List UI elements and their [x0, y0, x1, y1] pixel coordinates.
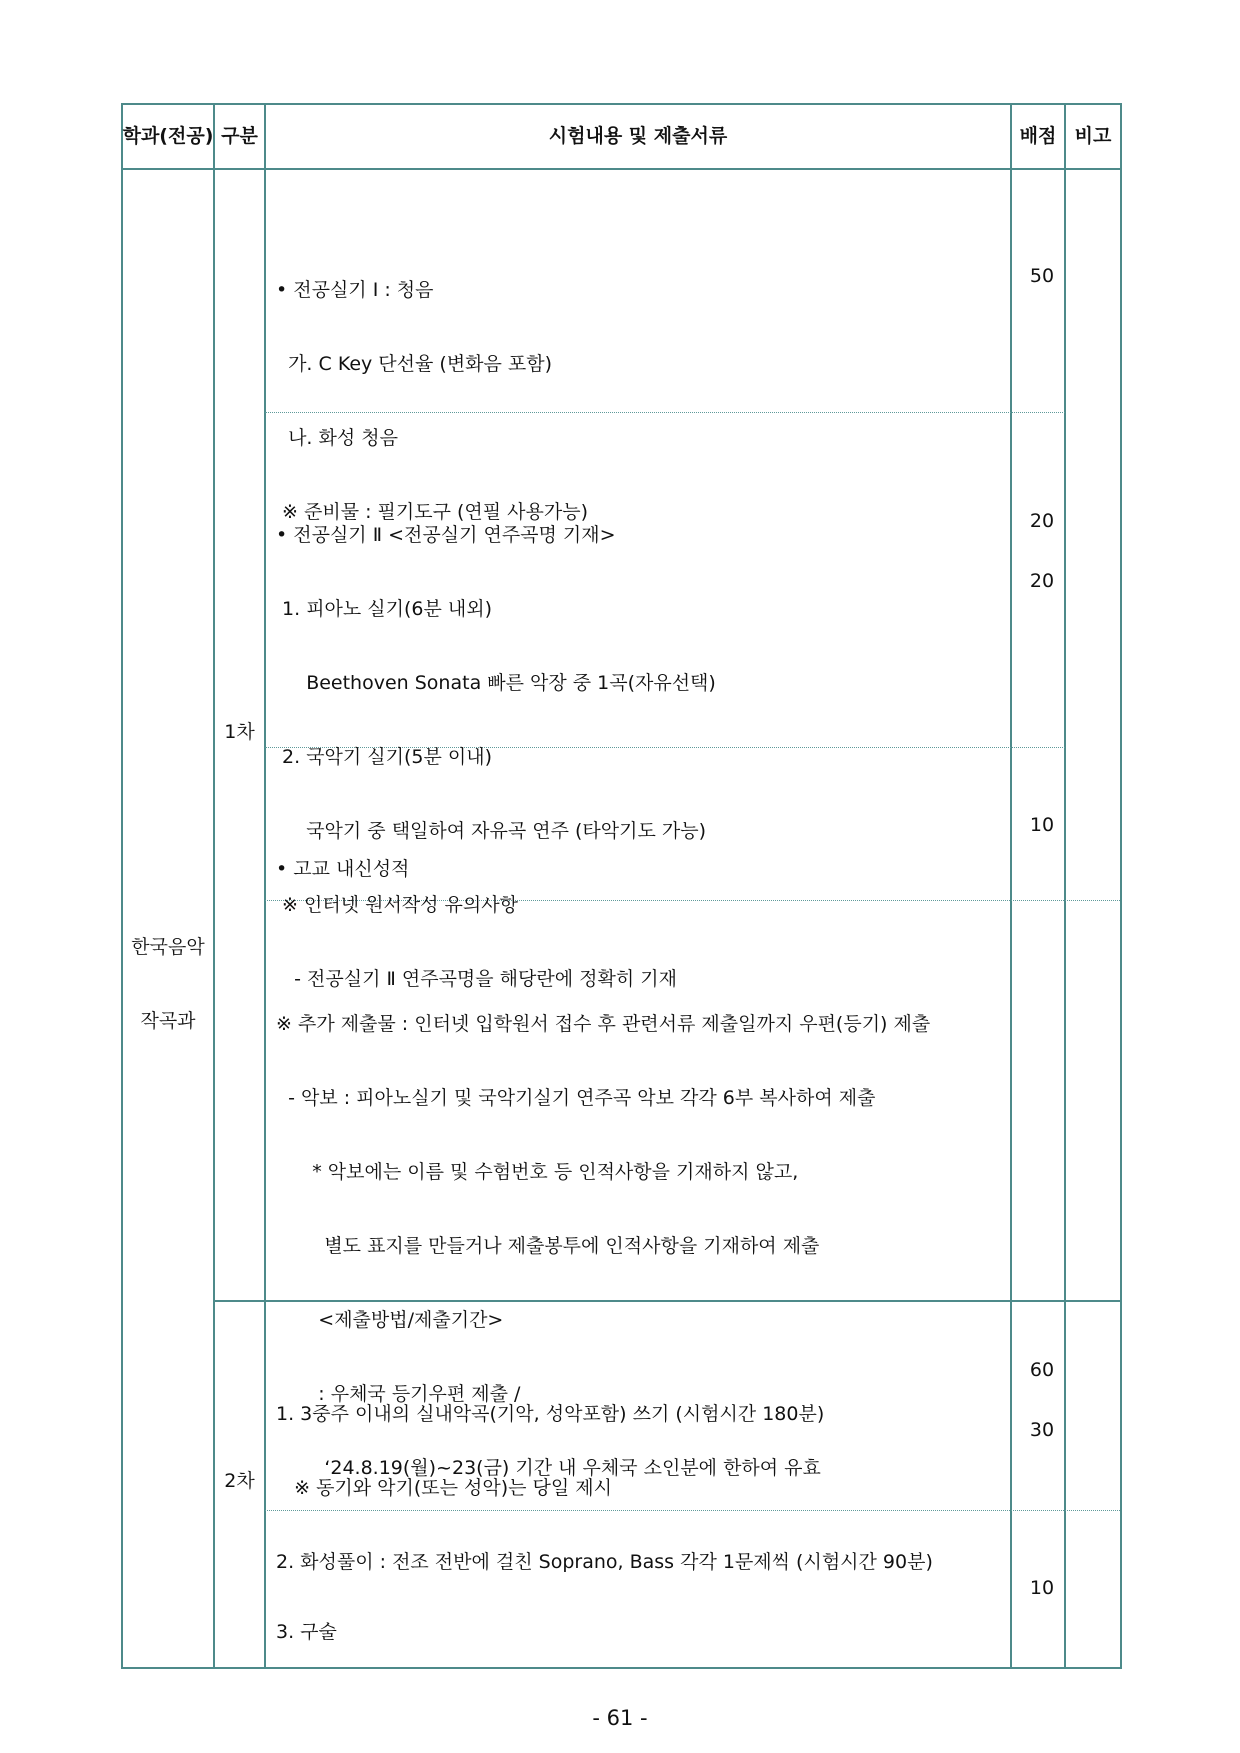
round-first: 1차: [224, 721, 255, 743]
practical1-score: 50: [1029, 265, 1055, 287]
practical1-content: • 전공실기 Ⅰ : 청음 가. C Key 단선율 (변화음 포함) 나. 화성 청음 ※ 준비물 : 필기도구 (연필 사용가능): [276, 279, 588, 523]
division-content-border: [264, 103, 266, 1669]
table-bottom-border: [121, 1667, 1122, 1669]
header-division: 구분: [221, 125, 258, 147]
practical2-content: • 전공실기 Ⅱ <전공실기 연주곡명 기재> 1. 피아노 실기(6분 내외) Beethoven Sonata 빠른 악장 중 1곡(자유선택) 2. 국악기 실기(5분 이내) 국악기 중 택일하여 자유곡 연주 (타악기도 가능) ※ 인터넷 원서작성 유의사항 - 전공실기 Ⅱ 연주곡명을 해당란에 정확히 기재: [276, 524, 716, 990]
composition-content: 1. 3중주 이내의 실내악곡(기악, 성악포함) 쓰기 (시험시간 180분) ※ 동기와 악기(또는 성악)는 당일 제시 2. 화성풀이 : 전조 전반에 걸친 Soprano, Bass 각각 1문제씩 (시험시간 90분): [276, 1403, 933, 1573]
department-name: 한국음악 작곡과: [131, 936, 205, 1032]
table-right-border: [1120, 103, 1122, 1669]
header-dept: 학과(전공): [122, 125, 214, 147]
header-bottom-border: [121, 168, 1122, 170]
composition-chamber-score: 60: [1029, 1359, 1055, 1381]
header-score: 배점: [1019, 125, 1057, 147]
header-content: 시험내용 및 제출서류: [548, 125, 728, 147]
gpa-content: • 고교 내신성적: [276, 858, 410, 880]
header-note: 비고: [1074, 125, 1112, 147]
dept-division-border: [213, 103, 215, 1669]
oral-content: 3. 구술: [276, 1621, 337, 1643]
practical2-gugak-score: 20: [1029, 570, 1055, 592]
table-left-border: [121, 103, 123, 1669]
practical2-piano-score: 20: [1029, 510, 1055, 532]
page-number: - 61 -: [592, 1706, 648, 1730]
content-score-border: [1010, 103, 1012, 1669]
gpa-score: 10: [1029, 814, 1055, 836]
oral-score: 10: [1029, 1577, 1055, 1599]
composition-harmony-score: 30: [1029, 1419, 1055, 1441]
round-second: 2차: [224, 1470, 255, 1492]
additional-submission: ※ 추가 제출물 : 인터넷 입학원서 접수 후 관련서류 제출일까지 우편(등기) 제출 - 악보 : 피아노실기 및 국악기실기 연주곡 악보 각각 6부 복사하여 제출 * 악보에는 이름 및 수험번호 등 인적사항을 기재하지 않고, 별도 표지를 만들거나 제출봉투에 인적사항을 기재하여 제출 <제출방법/제출기간> : 우체국 등기우편 제출 / ‘24.8.19(월)~23(금) 기간 내 우체국 소인분에 한하여 유효: [276, 1013, 931, 1479]
